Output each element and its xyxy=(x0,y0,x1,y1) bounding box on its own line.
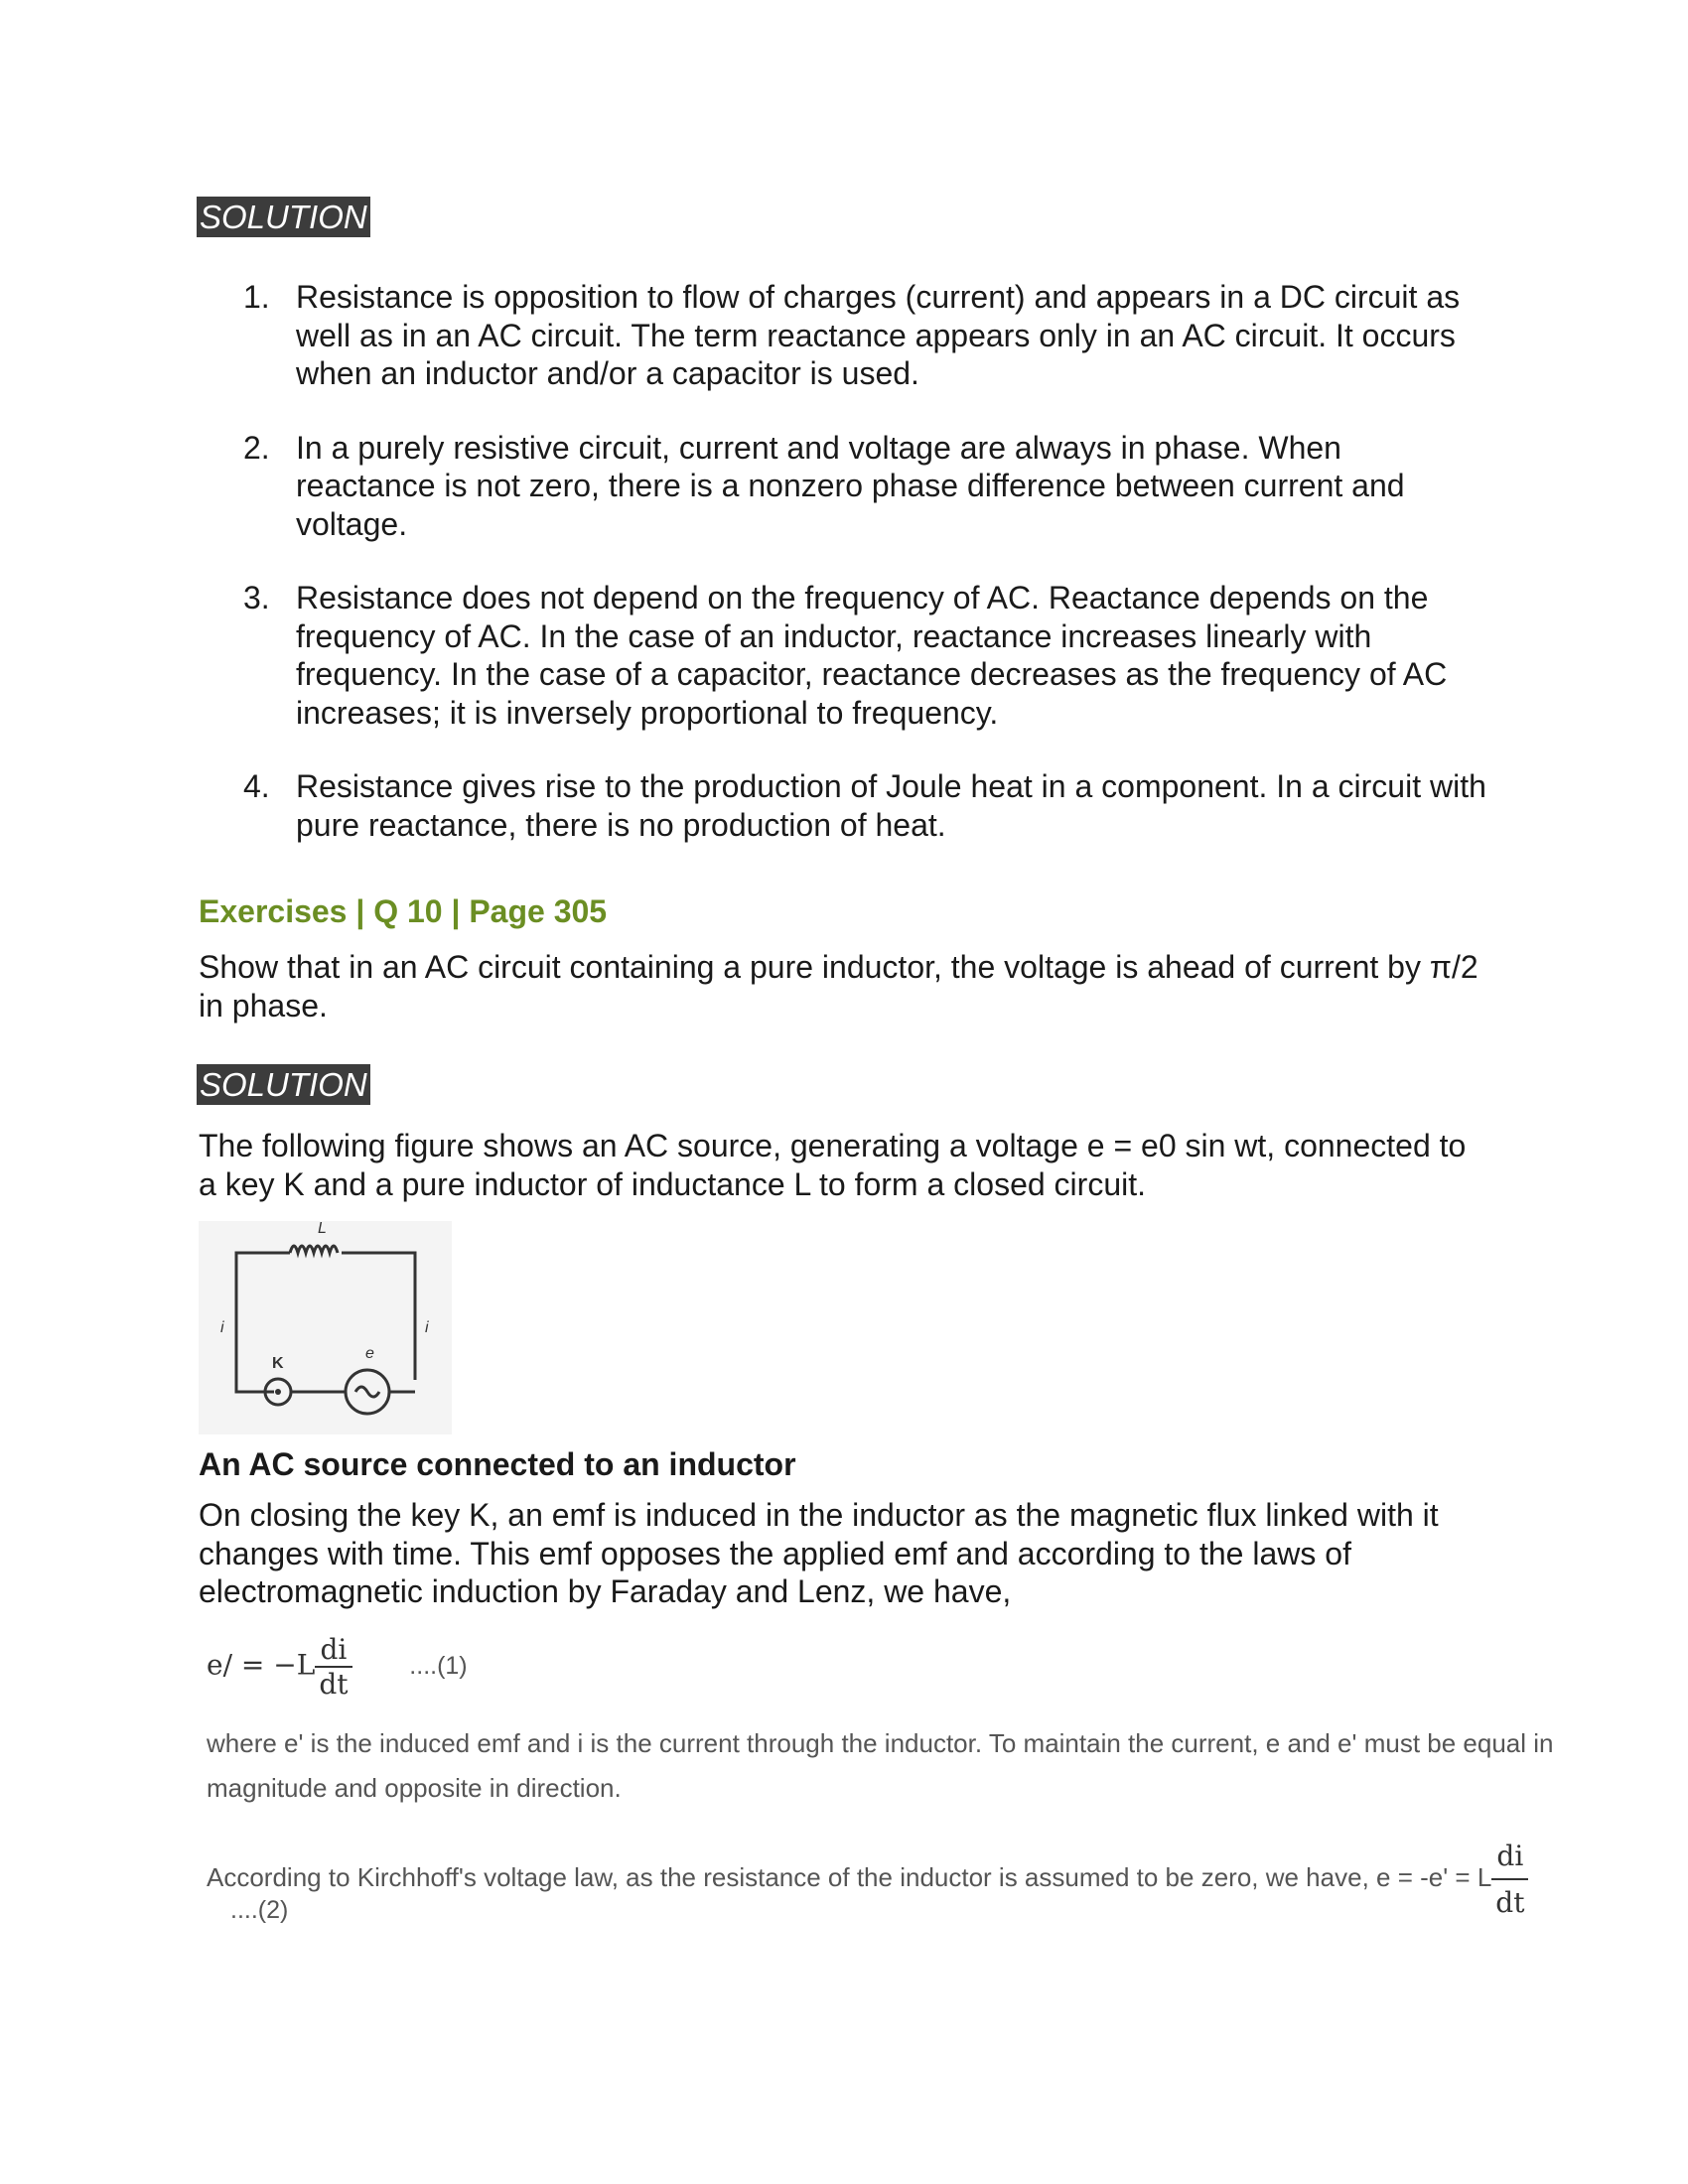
figure-caption: An AC source connected to an inductor xyxy=(199,1446,796,1482)
intro-text: The following figure shows an AC source, generating a voltage e = e0 sin wt, connected to a key K and a pure inductor of inductance L to form a closed circuit. xyxy=(199,1128,1467,1202)
list-item xyxy=(199,429,1489,544)
item-number: 1. xyxy=(243,279,270,315)
item-text: Resistance is opposition to flow of charges (current) and appears in a DC circuit as well as in an AC circuit. The term reactance appears only in an AC circuit. It occurs when an inductor and/or a capacitor is used. xyxy=(296,279,1461,391)
inductor-label: L xyxy=(318,1221,327,1237)
current-label-left: i xyxy=(220,1319,224,1336)
eq1-denominator: dt xyxy=(319,1668,349,1701)
question-text: Show that in an AC circuit containing a pure inductor, the voltage is ahead of current by π/2 in phase. xyxy=(199,949,1478,1024)
solution-badge: SOLUTION xyxy=(197,197,370,237)
list-item xyxy=(199,767,1489,844)
item-number: 2. xyxy=(243,429,270,466)
list-item xyxy=(199,278,1489,393)
key-label: K xyxy=(272,1355,284,1372)
item-text: Resistance does not depend on the frequency of AC. Reactance depends on the frequency of AC. In the case of an inductor, reactance increases linearly with frequency. In the case of a capacitor, reactance decreases as the frequency of AC increases; it is inversely proportional to frequency. xyxy=(296,580,1448,731)
circuit-diagram xyxy=(199,1221,452,1434)
equation-1 xyxy=(207,1633,468,1701)
explanation-text: On closing the key K, an emf is induced in the inductor as the magnetic flux linked with it changes with time. This emf opposes the applied emf and according to the laws of electromagnetic induction by Faraday and Lenz, we have, xyxy=(199,1497,1439,1609)
kvl-statement: According to Kirchhoff's voltage law, as the resistance of the inductor is assumed to be zero, we have, e = -e' = L xyxy=(207,1861,1492,1892)
where-text: where e' is the induced emf and i is the current through the inductor. To maintain the current, e and e' must be equal in magnitude and opposite in direction. xyxy=(207,1728,1554,1803)
eq2-numerator: di xyxy=(1491,1834,1528,1880)
emf-label: e xyxy=(365,1345,374,1362)
eq2-fraction xyxy=(1491,1834,1528,1925)
item-number: 3. xyxy=(243,580,270,615)
eq1-lhs: e/ = −L xyxy=(207,1648,316,1682)
eq2-denominator: dt xyxy=(1495,1886,1525,1919)
eq2-tag: ....(2) xyxy=(230,1896,289,1924)
answer-list xyxy=(199,278,1489,880)
eq1-numerator: di xyxy=(315,1633,352,1668)
list-item xyxy=(199,579,1489,732)
eq1-tag: ....(1) xyxy=(409,1652,468,1681)
current-label-right: i xyxy=(425,1319,429,1336)
question-heading: Exercises | Q 10 | Page 305 xyxy=(199,893,608,929)
kvl-text xyxy=(207,1834,1666,1925)
item-text: Resistance gives rise to the production of Joule heat in a component. In a circuit with pure reactance, there is no production of heat. xyxy=(296,768,1486,843)
item-text: In a purely resistive circuit, current and voltage are always in phase. When reactance is not zero, there is a nonzero phase difference between current and voltage. xyxy=(296,429,1405,542)
solution-badge-2: SOLUTION xyxy=(197,1064,370,1105)
circuit-figure xyxy=(199,1221,452,1434)
item-number: 4. xyxy=(243,768,270,804)
eq1-fraction xyxy=(315,1633,352,1701)
